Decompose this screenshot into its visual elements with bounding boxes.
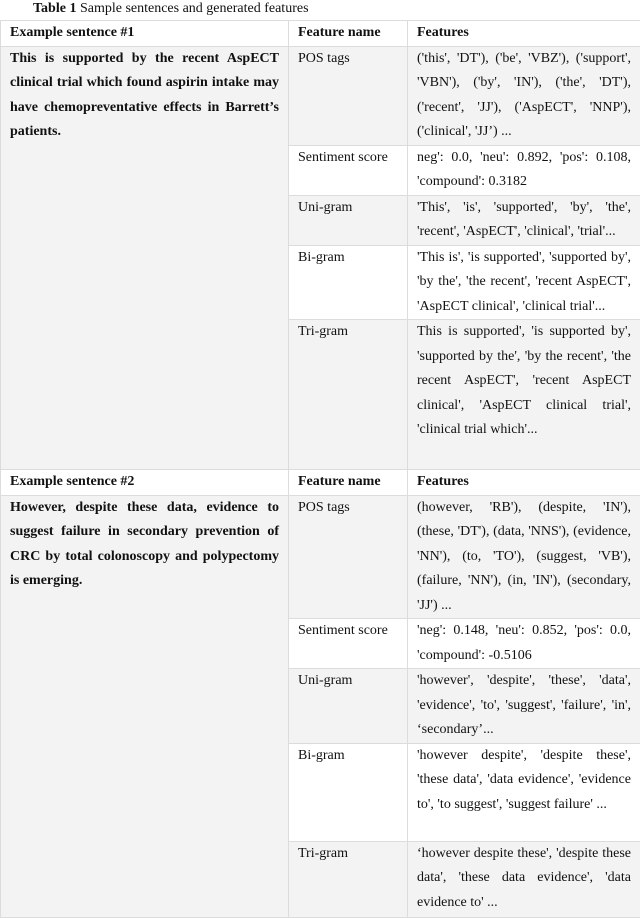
feature-value: ('this', 'DT'), ('be', 'VBZ'), ('support', 'VBN'), ('by', 'IN'), ('the', 'DT'), ('recent', 'JJ'), ('AspECT', 'NNP'), ('clinical', 'JJ’) ...: [408, 46, 640, 145]
features-table: [0, 20, 640, 918]
table-row: [1, 495, 640, 619]
header-sentence: Example sentence #2: [1, 470, 289, 496]
feature-name: Uni-gram: [289, 195, 408, 245]
feature-name: Bi-gram: [289, 245, 408, 320]
feature-value: neg': 0.0, 'neu': 0.892, 'pos': 0.108, 'compound': 0.3182: [408, 145, 640, 195]
header-features: Features: [408, 21, 640, 47]
feature-value: This is supported', 'is supported by', 'supported by the', 'by the recent', 'the recent AspECT', 'recent AspECT clinical', 'AspECT clinical trial', 'clinical trial which'...: [408, 320, 640, 470]
header-feature-name: Feature name: [289, 470, 408, 496]
feature-value: 'This is', 'is supported', 'supported by', 'by the', 'the recent', 'recent AspECT', 'AspECT clinical', 'clinical trial'...: [408, 245, 640, 320]
feature-name: Tri-gram: [289, 841, 408, 917]
example-sentence: This is supported by the recent AspECT clinical trial which found aspirin intake may have chemopreventative effects in Barrett’s patients.: [1, 46, 289, 470]
header-sentence: Example sentence #1: [1, 21, 289, 47]
header-row: [1, 470, 640, 496]
feature-name: Uni-gram: [289, 669, 408, 744]
header-feature-name: Feature name: [289, 21, 408, 47]
feature-name: Sentiment score: [289, 619, 408, 669]
table-caption: [33, 1, 309, 17]
feature-name: Bi-gram: [289, 743, 408, 841]
caption-label: Table 1: [33, 1, 76, 16]
header-features: Features: [408, 470, 640, 496]
feature-name: POS tags: [289, 46, 408, 145]
caption-text: Sample sentences and generated features: [80, 1, 309, 16]
header-row: [1, 21, 640, 47]
feature-value: (however, 'RB'), (despite, 'IN'), (these, 'DT'), (data, 'NNS'), (evidence, 'NN'), (to, 'TO'), (suggest, 'VB'), (failure, 'NN'), (in, 'IN'), (secondary, 'JJ') ...: [408, 495, 640, 619]
feature-value: ‘however despite these', 'despite these data', 'these data evidence', 'data evidence to' ...: [408, 841, 640, 917]
feature-name: Tri-gram: [289, 320, 408, 470]
feature-value: 'This', 'is', 'supported', 'by', 'the', 'recent', 'AspECT', 'clinical', 'trial'...: [408, 195, 640, 245]
example-sentence: However, despite these data, evidence to suggest failure in secondary prevention of CRC by total colonoscopy and polypectomy is emerging.: [1, 495, 289, 917]
table-row: [1, 46, 640, 145]
feature-name: POS tags: [289, 495, 408, 619]
feature-value: 'however', 'despite', 'these', 'data', 'evidence', 'to', 'suggest', 'failure', 'in', ‘secondary’...: [408, 669, 640, 744]
feature-value: 'neg': 0.148, 'neu': 0.852, 'pos': 0.0, 'compound': -0.5106: [408, 619, 640, 669]
feature-value: 'however despite', 'despite these', 'these data', 'data evidence', 'evidence to', 'to suggest', 'suggest failure' ...: [408, 743, 640, 841]
feature-name: Sentiment score: [289, 145, 408, 195]
